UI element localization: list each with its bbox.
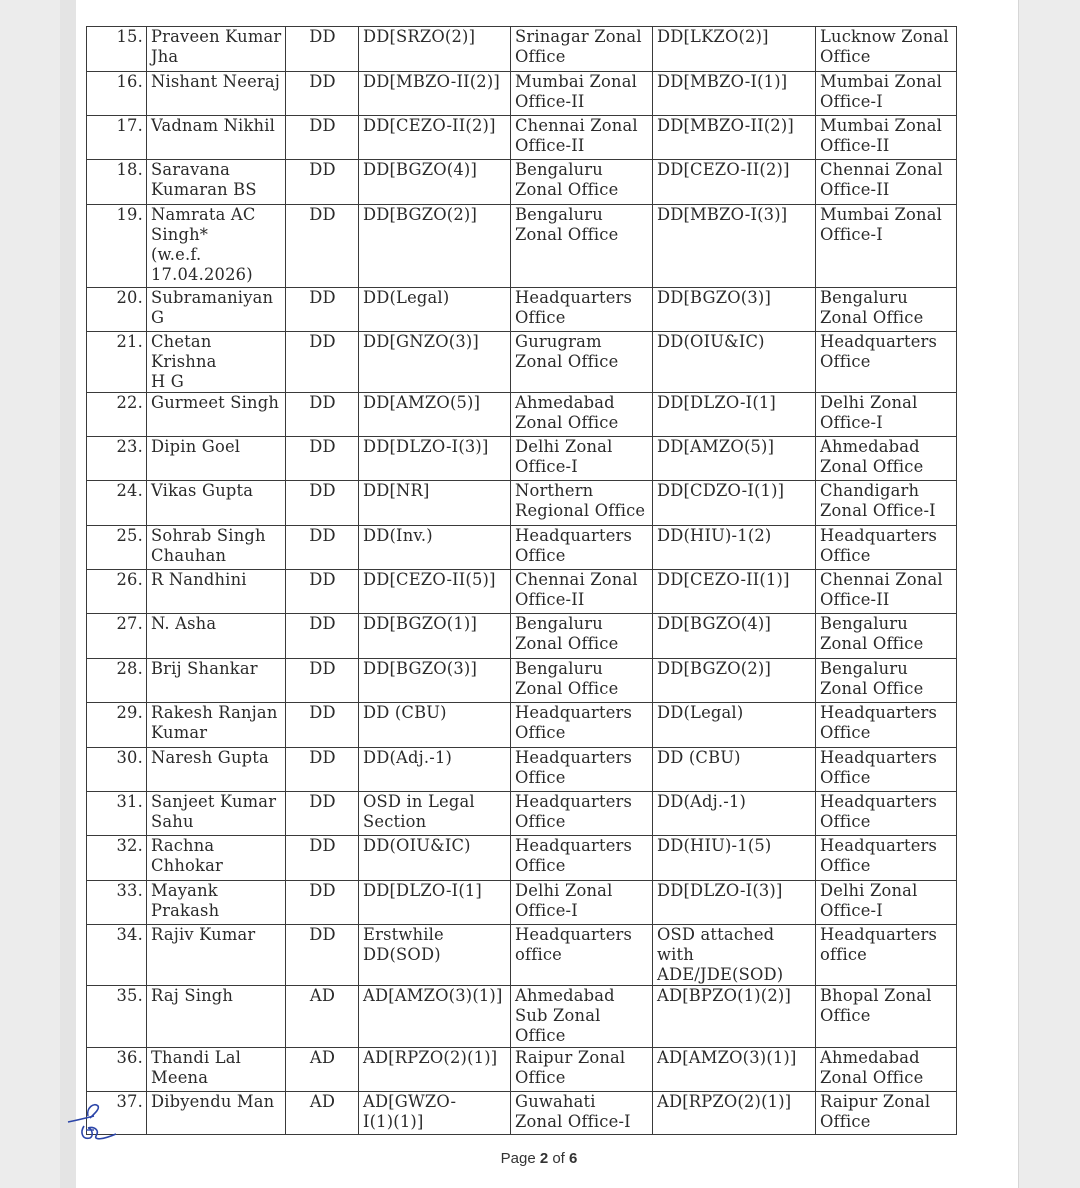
present-office-cell: Headquarters Office [511, 526, 653, 570]
new-office-cell: Mumbai Zonal Office-I [816, 205, 957, 288]
page-current: 2 [539, 1150, 549, 1167]
officer-name-cell: Chetan Krishna H G [147, 332, 286, 393]
grade-cell: DD [286, 659, 359, 703]
new-posting-cell: DD[LKZO(2)] [653, 27, 816, 72]
present-posting-cell: Erstwhile DD(SOD) [359, 925, 511, 986]
table-row [87, 836, 957, 881]
new-posting-cell: DD[CEZO-II(1)] [653, 570, 816, 614]
present-posting-cell: DD[MBZO-II(2)] [359, 72, 511, 116]
new-office-cell: Mumbai Zonal Office-II [816, 116, 957, 160]
grade-cell: DD [286, 703, 359, 748]
present-office-cell: Delhi Zonal Office-I [511, 437, 653, 481]
grade-cell: DD [286, 481, 359, 526]
table-row [87, 205, 957, 288]
serial-number-cell: 36. [87, 1048, 147, 1092]
new-office-cell: Headquarters Office [816, 792, 957, 836]
serial-number-cell: 17. [87, 116, 147, 160]
new-office-cell: Bhopal Zonal Office [816, 986, 957, 1048]
present-office-cell: Bengaluru Zonal Office [511, 160, 653, 205]
serial-number-cell: 22. [87, 393, 147, 437]
new-office-cell: Delhi Zonal Office-I [816, 881, 957, 925]
present-office-cell: Bengaluru Zonal Office [511, 614, 653, 659]
officer-name-cell: Dipin Goel [147, 437, 286, 481]
present-posting-cell: DD[DLZO-I(1] [359, 881, 511, 925]
serial-number-cell: 26. [87, 570, 147, 614]
present-office-cell: Raipur Zonal Office [511, 1048, 653, 1092]
serial-number-cell: 24. [87, 481, 147, 526]
serial-number-cell: 25. [87, 526, 147, 570]
grade-cell: DD [286, 925, 359, 986]
present-posting-cell: AD[AMZO(3)(1)] [359, 986, 511, 1048]
new-office-cell: Chandigarh Zonal Office-I [816, 481, 957, 526]
table-row [87, 614, 957, 659]
new-posting-cell: DD(HIU)-1(2) [653, 526, 816, 570]
new-office-cell: Chennai Zonal Office-II [816, 570, 957, 614]
officer-name-cell: Rajiv Kumar [147, 925, 286, 986]
serial-number-cell: 32. [87, 836, 147, 881]
table-row [87, 748, 957, 792]
new-posting-cell: DD[CEZO-II(2)] [653, 160, 816, 205]
new-office-cell: Ahmedabad Zonal Office [816, 1048, 957, 1092]
present-posting-cell: DD[GNZO(3)] [359, 332, 511, 393]
serial-number-cell: 18. [87, 160, 147, 205]
grade-cell: DD [286, 526, 359, 570]
table-row [87, 116, 957, 160]
present-office-cell: Ahmedabad Sub Zonal Office [511, 986, 653, 1048]
table-row [87, 393, 957, 437]
new-office-cell: Headquarters Office [816, 748, 957, 792]
serial-number-cell: 19. [87, 205, 147, 288]
new-posting-cell: DD[BGZO(2)] [653, 659, 816, 703]
new-posting-cell: DD(HIU)-1(5) [653, 836, 816, 881]
present-posting-cell: DD[BGZO(4)] [359, 160, 511, 205]
page-number [60, 1150, 1018, 1167]
grade-cell: DD [286, 27, 359, 72]
present-posting-cell: AD[GWZO- I(1)(1)] [359, 1092, 511, 1135]
new-office-cell: Delhi Zonal Office-I [816, 393, 957, 437]
transfer-table-body [87, 27, 957, 1135]
present-posting-cell: DD[AMZO(5)] [359, 393, 511, 437]
present-office-cell: Bengaluru Zonal Office [511, 205, 653, 288]
page-edge-shadow [60, 0, 76, 1188]
grade-cell: DD [286, 748, 359, 792]
present-posting-cell: DD[BGZO(3)] [359, 659, 511, 703]
officer-name-cell: Nishant Neeraj [147, 72, 286, 116]
present-posting-cell: OSD in Legal Section [359, 792, 511, 836]
grade-cell: DD [286, 160, 359, 205]
serial-number-cell: 28. [87, 659, 147, 703]
grade-cell: DD [286, 614, 359, 659]
new-posting-cell: DD[DLZO-I(1] [653, 393, 816, 437]
new-posting-cell: DD[CDZO-I(1)] [653, 481, 816, 526]
present-office-cell: Chennai Zonal Office-II [511, 116, 653, 160]
new-posting-cell: DD[AMZO(5)] [653, 437, 816, 481]
officer-name-cell: Mayank Prakash [147, 881, 286, 925]
officer-name-cell: Sanjeet Kumar Sahu [147, 792, 286, 836]
present-posting-cell: DD(Legal) [359, 288, 511, 332]
new-posting-cell: OSD attached with ADE/JDE(SOD) [653, 925, 816, 986]
present-posting-cell: DD[DLZO-I(3)] [359, 437, 511, 481]
grade-cell: DD [286, 836, 359, 881]
new-posting-cell: DD[MBZO-II(2)] [653, 116, 816, 160]
grade-cell: DD [286, 72, 359, 116]
present-office-cell: Northern Regional Office [511, 481, 653, 526]
officer-name-cell: Brij Shankar [147, 659, 286, 703]
officer-name-cell: Vadnam Nikhil [147, 116, 286, 160]
serial-number-cell: 37. [87, 1092, 147, 1135]
present-office-cell: Headquarters Office [511, 836, 653, 881]
table-row [87, 437, 957, 481]
officer-name-cell: Gurmeet Singh [147, 393, 286, 437]
present-office-cell: Ahmedabad Zonal Office [511, 393, 653, 437]
present-posting-cell: AD[RPZO(2)(1)] [359, 1048, 511, 1092]
document-page [60, 0, 1019, 1188]
officer-name-cell: Rakesh Ranjan Kumar [147, 703, 286, 748]
present-office-cell: Headquarters Office [511, 288, 653, 332]
table-row [87, 703, 957, 748]
grade-cell: DD [286, 393, 359, 437]
grade-cell: DD [286, 288, 359, 332]
table-row [87, 160, 957, 205]
grade-cell: DD [286, 881, 359, 925]
new-posting-cell: DD[BGZO(3)] [653, 288, 816, 332]
officer-name-cell: Subramaniyan G [147, 288, 286, 332]
present-posting-cell: DD[BGZO(1)] [359, 614, 511, 659]
new-office-cell: Headquarters Office [816, 526, 957, 570]
new-posting-cell: DD[DLZO-I(3)] [653, 881, 816, 925]
page-prefix: Page [500, 1150, 540, 1167]
officer-name-cell: Saravana Kumaran BS [147, 160, 286, 205]
new-posting-cell: DD[MBZO-I(1)] [653, 72, 816, 116]
table-row [87, 481, 957, 526]
serial-number-cell: 23. [87, 437, 147, 481]
new-posting-cell: AD[AMZO(3)(1)] [653, 1048, 816, 1092]
present-posting-cell: DD(OIU&IC) [359, 836, 511, 881]
grade-cell: AD [286, 1048, 359, 1092]
table-row [87, 881, 957, 925]
table-row [87, 288, 957, 332]
grade-cell: DD [286, 792, 359, 836]
new-posting-cell: DD (CBU) [653, 748, 816, 792]
officer-name-cell: N. Asha [147, 614, 286, 659]
table-row [87, 332, 957, 393]
officer-name-cell: Namrata AC Singh* (w.e.f. 17.04.2026) [147, 205, 286, 288]
table-row [87, 925, 957, 986]
table-row [87, 570, 957, 614]
present-office-cell: Headquarters Office [511, 703, 653, 748]
serial-number-cell: 20. [87, 288, 147, 332]
grade-cell: AD [286, 1092, 359, 1135]
new-office-cell: Bengaluru Zonal Office [816, 614, 957, 659]
new-office-cell: Lucknow Zonal Office [816, 27, 957, 72]
new-office-cell: Headquarters office [816, 925, 957, 986]
present-posting-cell: DD[CEZO-II(2)] [359, 116, 511, 160]
officer-name-cell: Naresh Gupta [147, 748, 286, 792]
present-office-cell: Guwahati Zonal Office-I [511, 1092, 653, 1135]
page-mid: of [548, 1150, 570, 1167]
new-office-cell: Bengaluru Zonal Office [816, 288, 957, 332]
new-office-cell: Mumbai Zonal Office-I [816, 72, 957, 116]
table-row [87, 986, 957, 1048]
present-posting-cell: DD (CBU) [359, 703, 511, 748]
present-office-cell: Headquarters Office [511, 792, 653, 836]
table-row [87, 659, 957, 703]
present-office-cell: Headquarters office [511, 925, 653, 986]
serial-number-cell: 21. [87, 332, 147, 393]
present-office-cell: Bengaluru Zonal Office [511, 659, 653, 703]
new-posting-cell: DD[MBZO-I(3)] [653, 205, 816, 288]
officer-name-cell: Rachna Chhokar [147, 836, 286, 881]
table-row [87, 72, 957, 116]
present-posting-cell: DD[SRZO(2)] [359, 27, 511, 72]
serial-number-cell: 16. [87, 72, 147, 116]
present-office-cell: Delhi Zonal Office-I [511, 881, 653, 925]
new-office-cell: Raipur Zonal Office [816, 1092, 957, 1135]
new-office-cell: Bengaluru Zonal Office [816, 659, 957, 703]
present-office-cell: Gurugram Zonal Office [511, 332, 653, 393]
grade-cell: AD [286, 986, 359, 1048]
officer-name-cell: Raj Singh [147, 986, 286, 1048]
new-office-cell: Headquarters Office [816, 836, 957, 881]
serial-number-cell: 30. [87, 748, 147, 792]
present-posting-cell: DD[CEZO-II(5)] [359, 570, 511, 614]
page-total: 6 [569, 1150, 578, 1167]
present-office-cell: Mumbai Zonal Office-II [511, 72, 653, 116]
table-row [87, 526, 957, 570]
serial-number-cell: 34. [87, 925, 147, 986]
officer-name-cell: Dibyendu Man [147, 1092, 286, 1135]
officer-name-cell: Sohrab Singh Chauhan [147, 526, 286, 570]
table-row [87, 1048, 957, 1092]
present-posting-cell: DD[NR] [359, 481, 511, 526]
officer-name-cell: Vikas Gupta [147, 481, 286, 526]
serial-number-cell: 35. [87, 986, 147, 1048]
present-posting-cell: DD(Inv.) [359, 526, 511, 570]
serial-number-cell: 27. [87, 614, 147, 659]
officer-name-cell: R Nandhini [147, 570, 286, 614]
new-posting-cell: AD[RPZO(2)(1)] [653, 1092, 816, 1135]
officer-name-cell: Thandi Lal Meena [147, 1048, 286, 1092]
present-office-cell: Chennai Zonal Office-II [511, 570, 653, 614]
new-posting-cell: DD(OIU&IC) [653, 332, 816, 393]
new-posting-cell: DD[BGZO(4)] [653, 614, 816, 659]
grade-cell: DD [286, 205, 359, 288]
grade-cell: DD [286, 332, 359, 393]
present-posting-cell: DD(Adj.-1) [359, 748, 511, 792]
serial-number-cell: 31. [87, 792, 147, 836]
serial-number-cell: 15. [87, 27, 147, 72]
transfer-table [86, 26, 957, 1135]
table-row [87, 27, 957, 72]
present-posting-cell: DD[BGZO(2)] [359, 205, 511, 288]
grade-cell: DD [286, 437, 359, 481]
officer-name-cell: Praveen Kumar Jha [147, 27, 286, 72]
new-office-cell: Headquarters Office [816, 332, 957, 393]
present-office-cell: Headquarters Office [511, 748, 653, 792]
new-office-cell: Ahmedabad Zonal Office [816, 437, 957, 481]
new-posting-cell: DD(Adj.-1) [653, 792, 816, 836]
grade-cell: DD [286, 116, 359, 160]
new-posting-cell: DD(Legal) [653, 703, 816, 748]
signature-icon [64, 1100, 124, 1148]
grade-cell: DD [286, 570, 359, 614]
table-row [87, 792, 957, 836]
new-office-cell: Chennai Zonal Office-II [816, 160, 957, 205]
serial-number-cell: 33. [87, 881, 147, 925]
serial-number-cell: 29. [87, 703, 147, 748]
table-row [87, 1092, 957, 1135]
new-posting-cell: AD[BPZO(1)(2)] [653, 986, 816, 1048]
present-office-cell: Srinagar Zonal Office [511, 27, 653, 72]
new-office-cell: Headquarters Office [816, 703, 957, 748]
